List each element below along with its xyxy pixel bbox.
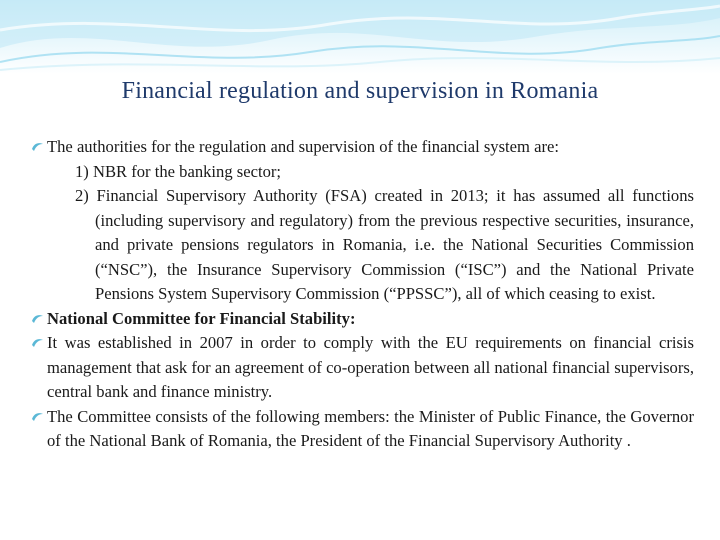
swoosh-bullet-icon xyxy=(31,410,44,423)
list-item: 1) NBR for the banking sector; xyxy=(75,161,281,181)
bullet-item xyxy=(30,135,694,160)
slide-body xyxy=(30,135,694,454)
bullet-item xyxy=(30,331,694,405)
bullet-text: The authorities for the regulation and supervision of the financial system are: xyxy=(47,137,559,156)
swoosh-bullet-icon xyxy=(31,140,44,153)
decorative-swirl-graphic xyxy=(0,0,720,74)
header-decoration xyxy=(0,0,720,74)
list-item: 2) Financial Supervisory Authority (FSA) created in 2013; it has assumed all functions (including supervisory and regulatory) from the previous respective securities, insurance, and private pensions regulators in Romania, i.e. the National Securities Commission (“NSC”), the Insurance Supervisory Commission (“ISC”) and the National Private Pensions System Supervisory Commission (“PPSSC”), all of which ceasing to exist. xyxy=(75,186,694,303)
bullet-text: It was established in 2007 in order to comply with the EU requirements on financial crisis management that ask for an agreement of co-operation between all national financial supervisors, central bank and finance ministry. xyxy=(47,333,694,401)
bullet-item xyxy=(30,307,694,332)
bullet-text: The Committee consists of the following members: the Minister of Public Finance, the Governor of the National Bank of Romania, the President of the Financial Supervisory Authority . xyxy=(47,406,694,450)
swoosh-bullet-icon xyxy=(31,336,44,349)
swoosh-bullet-icon xyxy=(31,312,44,325)
section-heading: National Committee for Financial Stability: xyxy=(47,308,356,328)
page-title: Financial regulation and supervision in Romania xyxy=(121,78,599,104)
bullet-item xyxy=(30,405,694,454)
